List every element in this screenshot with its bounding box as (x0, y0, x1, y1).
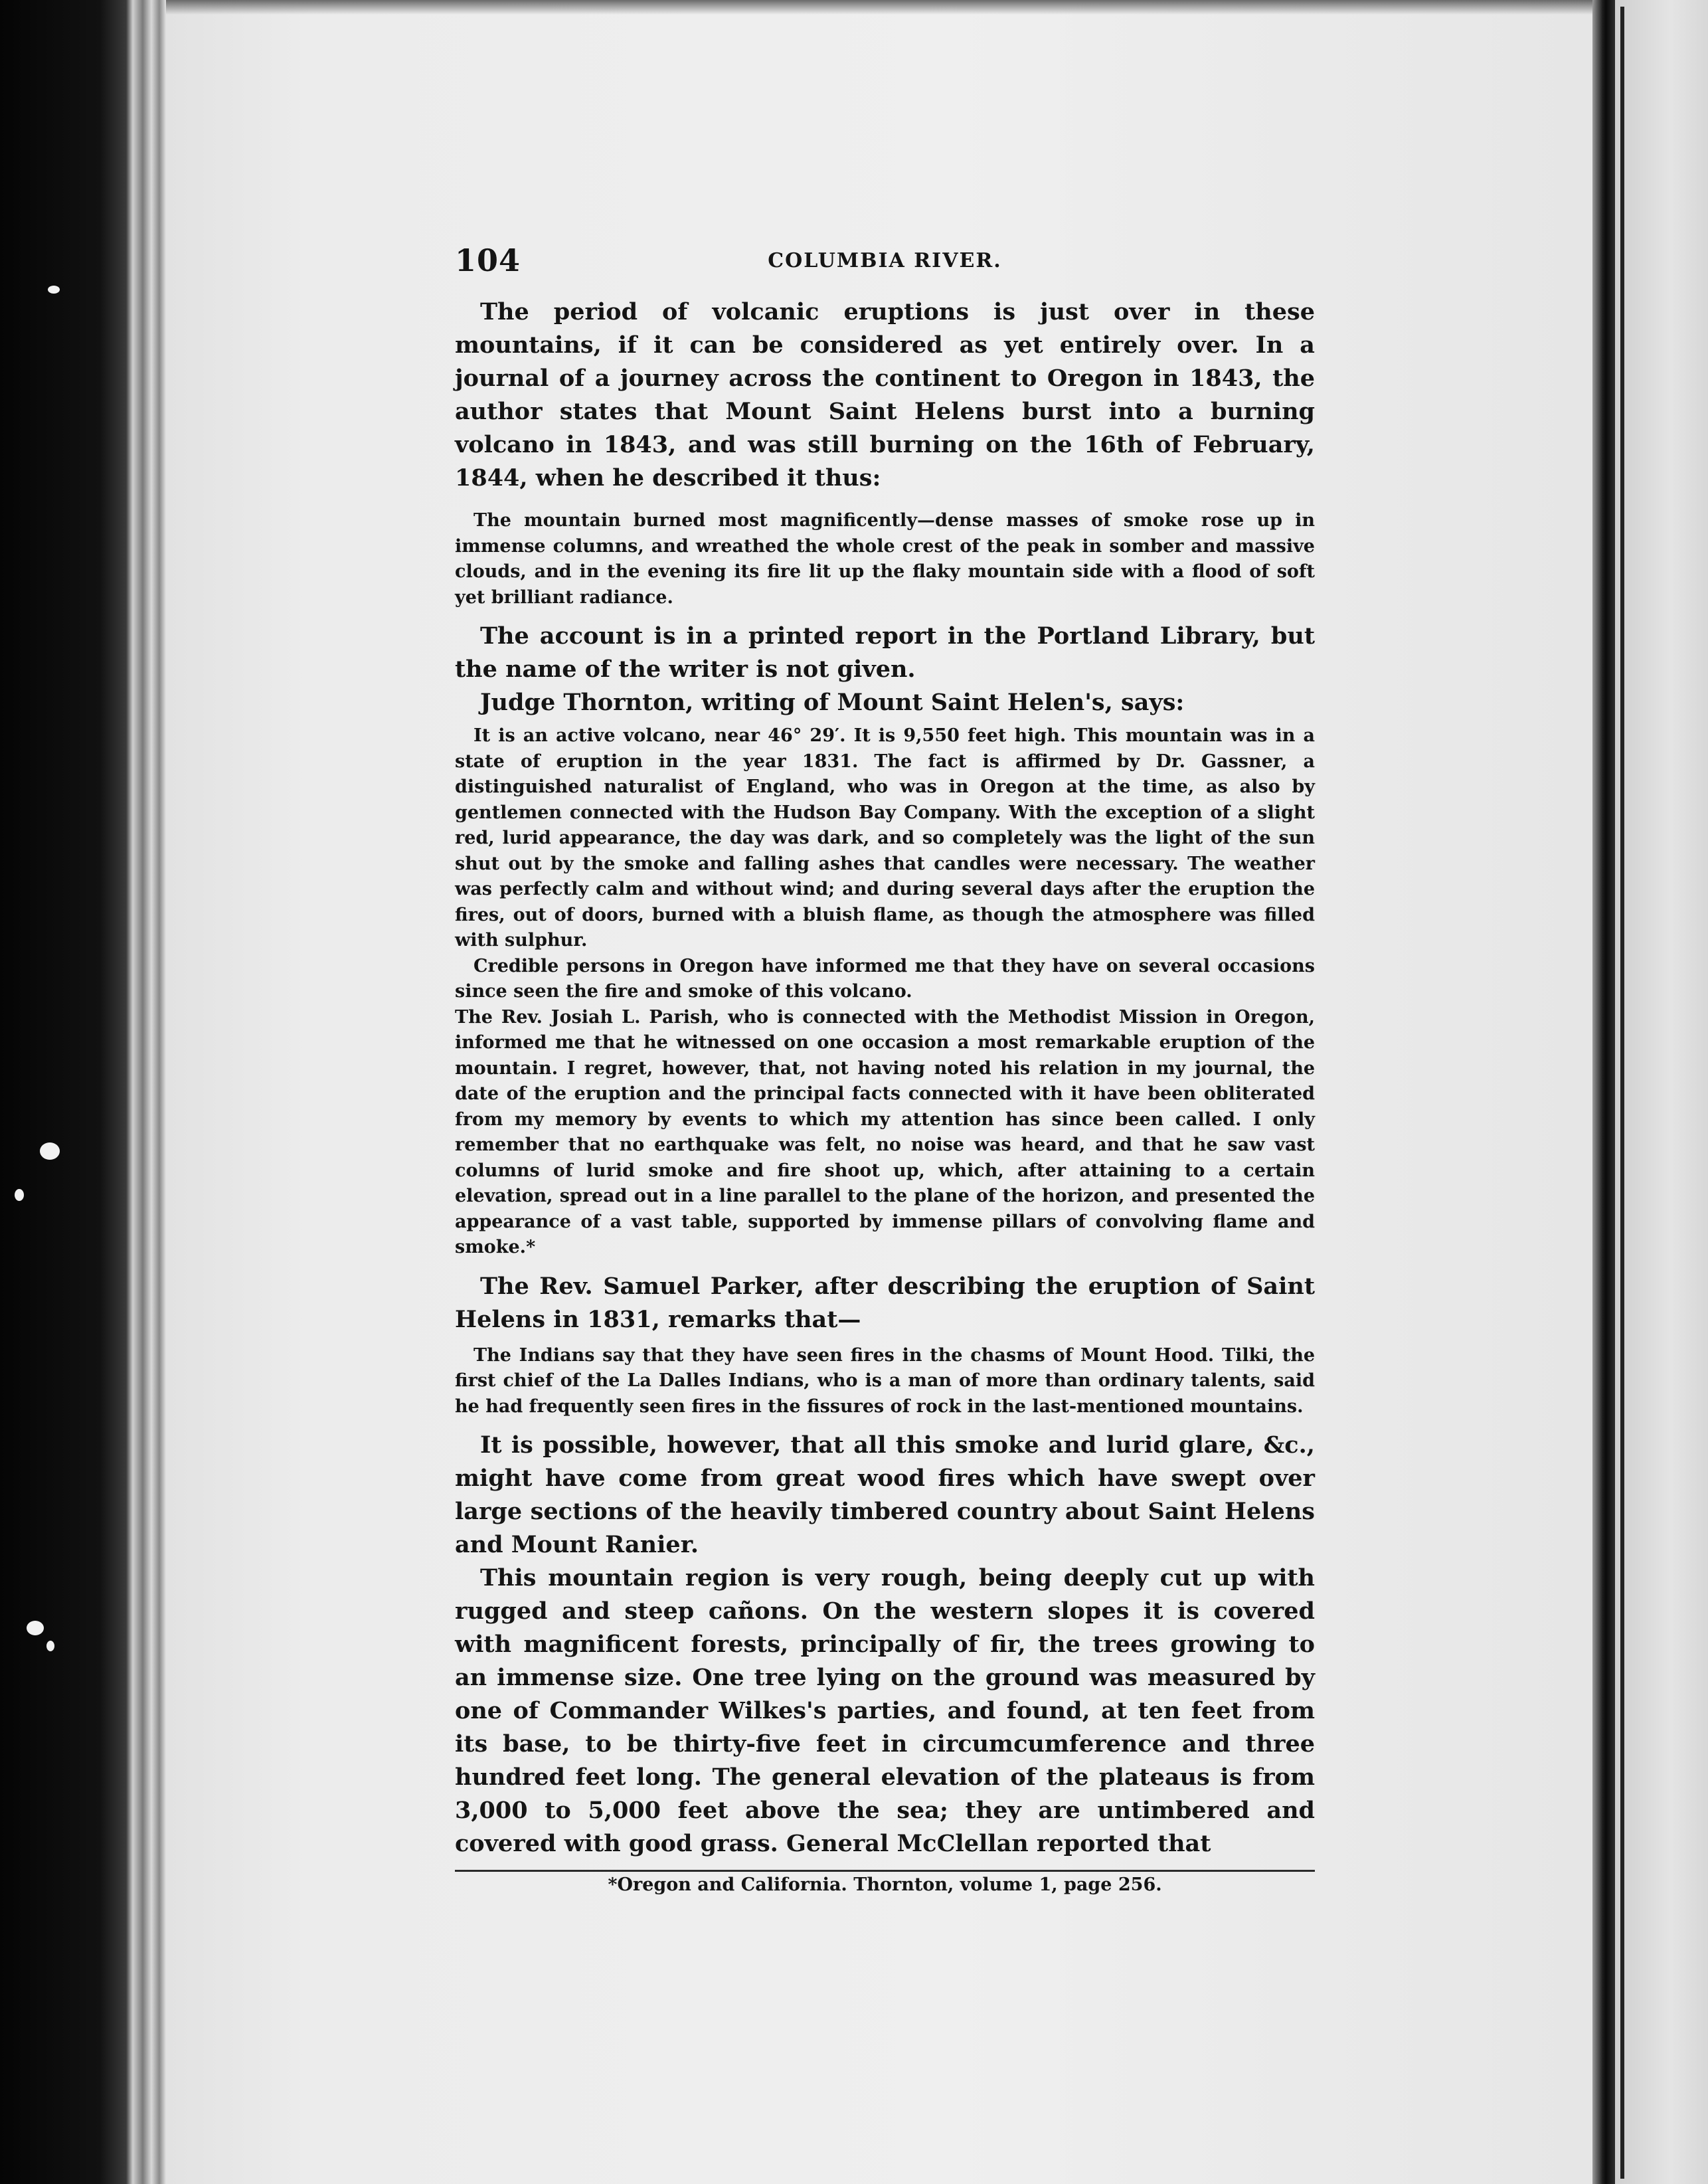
footnote: *Oregon and California. Thornton, volume 1, page 256. (608, 1874, 1162, 1895)
quote-rev-parish: The Rev. Josiah L. Parish, who is connected with the Methodist Mission in Oregon, informed me that he witnessed on one occasion a most remarkable eruption of the mountain. I regret, however, that, not having noted his relation in my journal, the date of the eruption and the principal facts connected with it have been obliterated from my memory by events to which my attention has since been called. I only remember that no earthquake was felt, no noise was heard, and that he saw vast columns of lurid smoke and fire shoot up, which, after attaining to a certain elevation, spread out in a line parallel to the plane of the horizon, and presented the appearance of a vast table, supported by immense pillars of convolving flame and smoke.* (455, 1006, 1315, 1257)
running-title: COLUMBIA RIVER. (768, 249, 1002, 272)
paragraph-samuel-parker: The Rev. Samuel Parker, after describing the eruption of Saint Helens in 1831, remarks that— (455, 1272, 1315, 1333)
facing-page-edge (1615, 0, 1708, 2184)
footnote-rule (455, 1870, 1315, 1872)
paragraph-judge-thornton: Judge Thornton, writing of Mount Saint Helen's, says: (480, 689, 1185, 716)
quote-credible-persons: Credible persons in Oregon have informed me that they have on several occasions since seen the fire and smoke of this volcano. (455, 955, 1315, 1002)
quote-indians-mount-hood: The Indians say that they have seen fires in the chasms of Mount Hood. Tilki, the first chief of the La Dalles Indians, who is a man of more than ordinary talents, said he had frequently seen fires in the fissures of rock in the last-mentioned mountains. (455, 1344, 1315, 1417)
scan-left-border (0, 0, 166, 2184)
paragraph-volcanic-period: The period of volcanic eruptions is just over in these mountains, if it can be considered as yet entirely over. In a journal of a journey across the continent to Oregon in 1843, the author states that Mount Saint Helens burst into a burning volcano in 1843, and was still burning on the 16th of February, 1844, when he described it thus: (455, 298, 1315, 492)
quote-active-volcano: It is an active volcano, near 46° 29′. It is 9,550 feet high. This mountain was in a state of eruption in the year 1831. The fact is affirmed by Dr. Gassner, a distinguished naturalist of England, who was in Oregon at the time, as also by gentlemen connected with the Hudson Bay Company. With the exception of a slight red, lurid appearance, the day was dark, and so completely was the light of the sun shut out by the smoke and falling ashes that candles were necessary. The weather was perfectly calm and without wind; and during several days after the eruption the fires, out of doors, burned with a bluish flame, as though the atmosphere was filled with sulphur. (455, 725, 1315, 951)
page-top-shadow (166, 0, 1592, 15)
paragraph-wood-fires: It is possible, however, that all this smoke and lurid glare, &c., might have come from great wood fires which have swept over large sections of the heavily timbered country about Saint Helens and Mount Ranier. (455, 1431, 1315, 1558)
text-block (455, 242, 1315, 1897)
binding-gutter (1592, 0, 1615, 2184)
page-header (455, 242, 1315, 282)
quote-mountain-burned: The mountain burned most magnificently—dense masses of smoke rose up in immense columns, and wreathed the whole crest of the peak in somber and massive clouds, and in the evening its fire lit up the flaky mountain side with a flood of soft yet brilliant radiance. (455, 510, 1315, 608)
paragraph-mountain-region: This mountain region is very rough, being deeply cut up with rugged and steep cañons. On the western slopes it is covered with magnificent forests, principally of fir, the trees growing to an immense size. One tree lying on the ground was measured by one of Commander Wilkes's parties, and found, at ten feet from its base, to be thirty-five feet in circumcumference and three hundred feet long. The general elevation of the plateaus is from 3,000 to 5,000 feet above the sea; they are untimbered and covered with good grass. General McClellan reported that (455, 1564, 1315, 1857)
facing-page-rule (1620, 7, 1624, 2179)
paragraph-portland-library: The account is in a printed report in the Portland Library, but the name of the writer is not given. (455, 622, 1315, 683)
page-number: 104 (455, 242, 521, 278)
